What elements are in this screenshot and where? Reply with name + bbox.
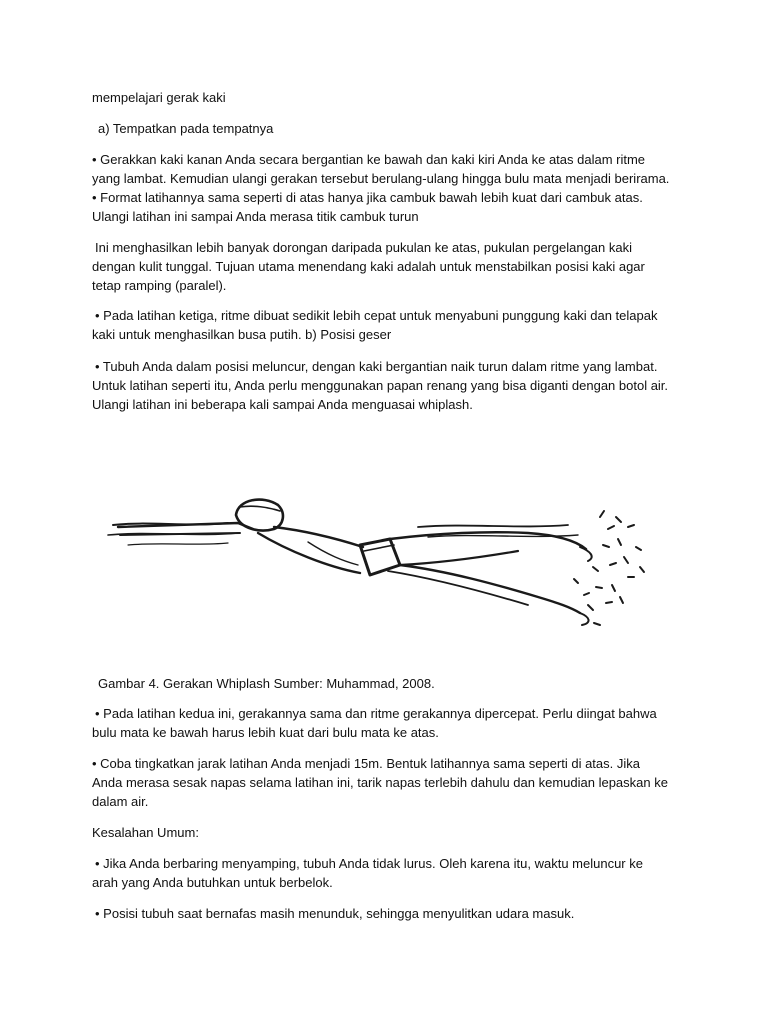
para5-line1: • Pada latihan kedua ini, gerakannya sama dan ritme gerakannya dipercepat. Perlu diingat bahwa [95, 706, 657, 721]
para3-line2: kaki untuk menghasilkan busa putih. b) Posisi geser [92, 327, 392, 342]
para4-line3: Ulangi latihan ini beberapa kali sampai Anda menguasai whiplash. [92, 397, 473, 412]
whiplash-swimmer-illustration [88, 447, 668, 655]
para2-line3: tetap ramping (paralel). [92, 278, 227, 293]
para7-line1: • Jika Anda berbaring menyamping, tubuh Anda tidak lurus. Oleh karena itu, waktu meluncur ke [95, 856, 643, 871]
section-errors-heading: Kesalahan Umum: [92, 825, 199, 840]
para1-line3: • Format latihannya sama seperti di atas hanya jika cambuk bawah lebih kuat dari cambuk atas. [92, 190, 643, 205]
para4-line2: Untuk latihan seperti itu, Anda perlu menggunakan papan renang yang bisa diganti dengan botol air. [92, 378, 669, 393]
para3-line1: • Pada latihan ketiga, ritme dibuat sedikit lebih cepat untuk menyabuni punggung kaki dan telapak [95, 308, 658, 323]
para6-line1: • Coba tingkatkan jarak latihan Anda menjadi 15m. Bentuk latihannya sama seperti di atas. Jika [92, 756, 640, 771]
figure-caption: Gambar 4. Gerakan Whiplash Sumber: Muhammad, 2008. [98, 676, 435, 691]
heading-text: mempelajari gerak kaki [92, 90, 226, 105]
para6-line3: dalam air. [92, 794, 149, 809]
para6-line2: Anda merasa sesak napas selama latihan ini, tarik napas terlebih dahulu dan kemudian lepaskan ke [92, 775, 668, 790]
para1-line2: yang lambat. Kemudian ulangi gerakan tersebut berulang-ulang hingga bulu mata menjadi berirama. [92, 171, 670, 186]
para5-line2: bulu mata ke bawah harus lebih kuat dari bulu mata ke atas. [92, 725, 439, 740]
para4-line1: • Tubuh Anda dalam posisi meluncur, dengan kaki bergantian naik turun dalam ritme yang lambat. [95, 359, 658, 374]
para8-line1: • Posisi tubuh saat bernafas masih menunduk, sehingga menyulitkan udara masuk. [95, 906, 575, 921]
para1-line1: • Gerakkan kaki kanan Anda secara bergantian ke bawah dan kaki kiri Anda ke atas dalam ritme [92, 152, 646, 167]
para7-line2: arah yang Anda butuhkan untuk berbelok. [92, 875, 333, 890]
para2-line1: Ini menghasilkan lebih banyak dorongan daripada pukulan ke atas, pukulan pergelangan kaki [95, 240, 632, 255]
subheading-a: a) Tempatkan pada tempatnya [98, 121, 274, 136]
para2-line2: dengan kulit tunggal. Tujuan utama menendang kaki adalah untuk menstabilkan posisi kaki agar [92, 259, 645, 274]
para1-line4: Ulangi latihan ini sampai Anda merasa titik cambuk turun [92, 209, 419, 224]
